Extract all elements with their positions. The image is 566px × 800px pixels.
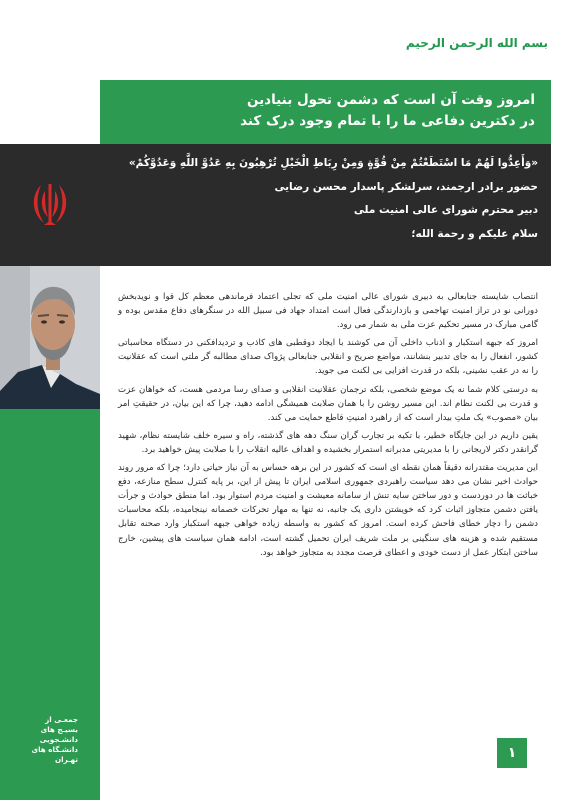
headline-line-1: امروز وقت آن است که دشمن تحول بنیادین xyxy=(246,92,535,108)
salutation-greeting: سلام علیکم و رحمة الله؛ xyxy=(411,227,538,240)
headline-line-2: در دکترین دفاعی ما را با تمام وجود درک کند xyxy=(240,113,535,129)
basmala: بسم الله الرحمن الرحیم xyxy=(405,36,548,50)
letter-body xyxy=(118,290,538,564)
paragraph-5: این مدیریت مقتدرانه دقیقاً همان نقطه ای است که کشور در این برهه حساس به آن نیاز حیاتی دارد؛ چرا که مرور روند حوادث اخیر نشان می دهد سیاست راهبردی جمهوری اسلامی ایران تا پیش از این، بر پایه کنترل سطح منازعه، دفع خباثت ها در دوردست و دور ساختن سایه تنش از سامانه معیشت و امنیت مردم استوار بود. اما منطق حوادث و جرأت یافتن دشمن متجاوز اثبات کرد که خویشتن داری یک جانبه، نه تنها به مهار تحرکات خصمانه نینجامیده، بلکه محاسبات دشمن را دچار خطای فاحش کرده است. امروز که کشور به واسطه زیاده خواهی جبهه استکبار وارد صحنه تقابل مستقیم شده و هزینه های سنگینی بر ملت شریف ایران تحمیل گشته است، ادامه همان سیاست های پیشین، خارج ساختن ابتکار عمل از دست خودی و اعطای فرصت مجدد به متجاوز خواهد بود. xyxy=(118,463,538,558)
paragraph-2: امروز که جبهه استکبار و اذناب داخلی آن می کوشند با ایجاد دوقطبی های کاذب و تردیدافکنی در دستگاه محاسباتی کشور، انفعال را به جای تدبیر بنشانند، مواضع صریح و انقلابی جنابعالی پژواک صدای مطالبه گر ملتی است که عقلانیت را نه در عقب نشینی، بلکه در قدرت افزایی بی لکنت می جوید. xyxy=(118,338,538,377)
salutation xyxy=(100,152,538,246)
signatory-line-1: جمعـی از xyxy=(45,715,78,724)
paragraph-3: به درستی کلام شما نه یک موضع شخصی، بلکه ترجمان عقلانیت انقلابی و صدای رسا مردمی هست، که خواهان عزت و قدرت بی لکنت نظام اند. این مسیر روشن را با همان صلابت همیشگی ادامه دهید، چرا که این بیان، در حقیقتِ امر بیان «مصوب» یک ملتِ بیدار است که از راهبرد امنیتِ قاطع حمایت می کند. xyxy=(118,384,538,423)
signatory xyxy=(8,715,78,765)
headline-box xyxy=(100,80,551,144)
paragraph-1: انتصاب شایسته جنابعالی به دبیری شورای عالی امنیت ملی که تجلی اعتماد فرماندهی معظم کل قوا و نویدبخش دورانی نو در تراز امنیت تهاجمی و بازدارندگی فعال است امتداد جهاد فی سبیل الله در سنگرهای دفاع مقدس بوده و گامی مبارک در مسیر تحکیم عزت ملی به شمار می رود. xyxy=(118,292,538,331)
salutation-title: دبیر محترم شورای عالی امنیت ملی xyxy=(353,204,538,216)
page-number: ۱ xyxy=(497,738,527,768)
signatory-line-4: دانشـگاه های xyxy=(31,745,78,754)
quran-verse: «وَأَعِدُّوا لَهُمْ مَا اسْتَطَعْتُمْ مِنْ قُوَّةٍ وَمِنْ رِبَاطِ الْخَيْلِ تُرْهِبُونَ بِهِ عَدُوَّ اللَّهِ وَعَدُوَّكُمْ» xyxy=(128,157,538,169)
iran-emblem-icon xyxy=(0,144,100,266)
signatory-line-3: دانشـجویی xyxy=(39,735,78,744)
paragraph-4: یقین داریم در این جایگاه خطیر، با تکیه بر تجارب گران سنگ دهه های گذشته، راه و سیره خلف شایسته نظام، شهید گرانقدر دکتر لاریجانی را با مدیریتی مدبرانه استمرار بخشیده و اهداف عالیه انقلاب را با صلابت پیش خواهید برد. xyxy=(118,430,538,455)
salutation-recipient: حضور برادر ارجمند، سرلشکر پاسدار محسن رضایی xyxy=(274,180,538,193)
portrait-photo xyxy=(0,266,100,409)
signatory-line-5: تهـران xyxy=(55,755,78,764)
signatory-line-2: بسیـج های xyxy=(40,725,78,734)
